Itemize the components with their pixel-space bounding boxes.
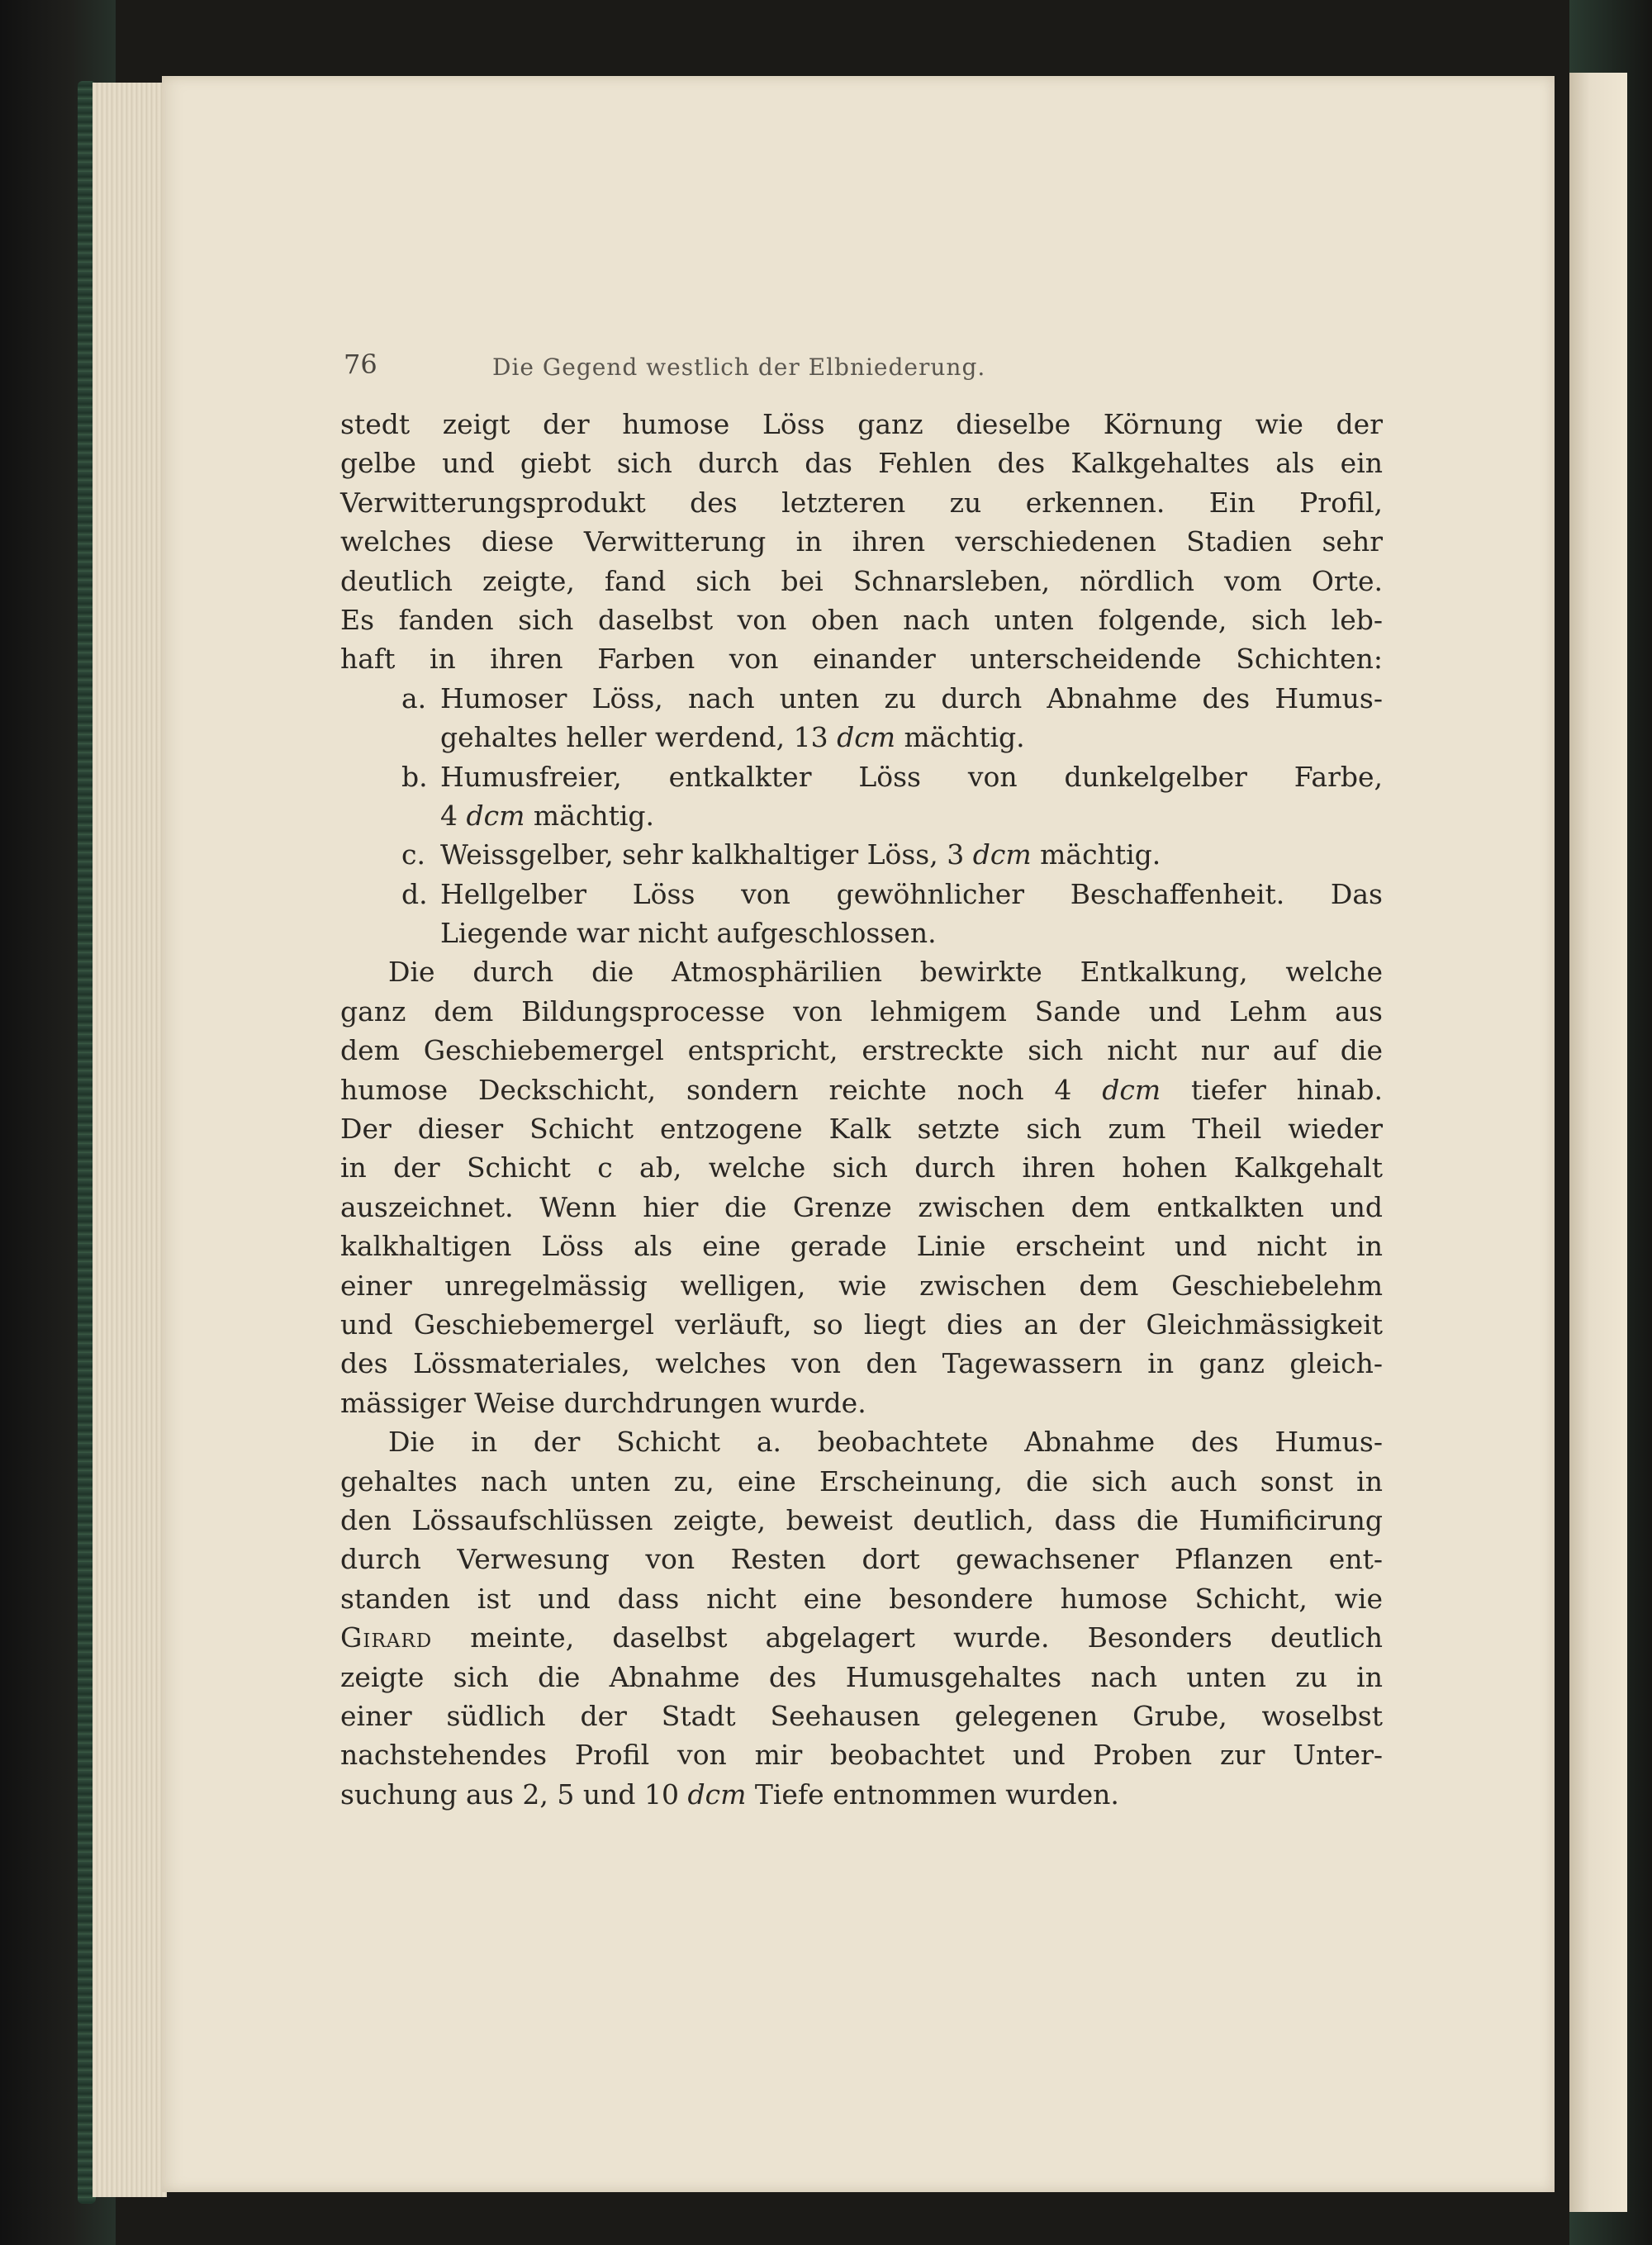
text-line: standen ist und dass nicht eine besondere humose Schicht, wie <box>340 1582 1383 1615</box>
text-segment: 4 <box>440 799 467 832</box>
list-label: c. <box>401 838 425 871</box>
text-line <box>340 1618 1383 1657</box>
paragraph-3 <box>340 1422 1383 1814</box>
text-line <box>440 796 1383 835</box>
text-line: zeigte sich die Abnahme des Humusgehaltes nach unten zu in <box>340 1660 1383 1693</box>
text-segment: humose Deckschicht, sondern reichte noch 4 <box>340 1073 1103 1106</box>
unit-dcm: dcm <box>466 799 525 832</box>
text-line: Hellgelber Löss von gewöhnlicher Beschaffenheit. Das <box>440 877 1383 910</box>
list-item-d <box>340 875 1383 953</box>
paragraph-2 <box>340 952 1383 1422</box>
text-line <box>340 1070 1383 1109</box>
list-item-b <box>340 757 1383 836</box>
page-header <box>344 332 1183 382</box>
unit-dcm: dcm <box>687 1777 747 1811</box>
text-line: des Lössmateriales, welches von den Tagewassern in ganz gleich- <box>340 1347 1383 1380</box>
unit-dcm: dcm <box>837 721 895 754</box>
text-segment: mächtig. <box>895 721 1025 754</box>
text-line: Humusfreier, entkalkter Löss von dunkelgelber Farbe, <box>440 760 1383 793</box>
text-line: Die durch die Atmosphärilien bewirkte Entkalkung, welche <box>388 956 1383 989</box>
list-label: b. <box>401 760 428 793</box>
layer-list <box>340 679 1383 953</box>
text-segment: meinte, daselbst abgelagert wurde. Besonders deutlich <box>432 1621 1383 1654</box>
list-label: d. <box>401 877 428 910</box>
text-segment: suchung aus 2, 5 und 10 <box>340 1777 688 1811</box>
text-line <box>340 1775 1383 1814</box>
text-line: den Lössaufschlüssen zeigte, beweist deutlich, dass die Humificirung <box>340 1503 1383 1536</box>
text-line: mässiger Weise durchdrungen wurde. <box>340 1386 866 1419</box>
text-line: dem Geschiebemergel entspricht, erstreckte sich nicht nur auf die <box>340 1034 1383 1067</box>
text-line: nachstehendes Profil von mir beobachtet und Proben zur Unter- <box>340 1739 1383 1772</box>
text-line: auszeichnet. Wenn hier die Grenze zwischen dem entkalkten und <box>340 1190 1383 1223</box>
text-segment: gehaltes heller werdend, 13 <box>440 721 838 754</box>
text-line: gehaltes nach unten zu, eine Erscheinung, die sich auch sonst in <box>340 1464 1383 1497</box>
unit-dcm: dcm <box>972 838 1032 871</box>
text-segment: mächtig. <box>525 799 655 832</box>
text-line: Liegende war nicht aufgeschlossen. <box>440 917 937 950</box>
list-label: a. <box>401 681 427 714</box>
text-line: Humoser Löss, nach unten zu durch Abnahme des Humus- <box>440 681 1383 714</box>
text-line: Es fanden sich daselbst von oben nach unten folgende, sich leb- <box>340 603 1383 636</box>
text-segment: mächtig. <box>1031 838 1161 871</box>
page-stack-edge <box>93 83 167 2197</box>
text-line: gelbe und giebt sich durch das Fehlen des Kalkgehaltes als ein <box>340 447 1383 480</box>
next-page-edge <box>1569 73 1627 2212</box>
running-title: Die Gegend westlich der Elbniederung. <box>492 354 986 381</box>
page-number: 76 <box>344 349 377 380</box>
text-line: durch Verwesung von Resten dort gewachsener Pflanzen ent- <box>340 1543 1383 1576</box>
text-line: kalkhaltigen Löss als eine gerade Linie erscheint und nicht in <box>340 1230 1383 1263</box>
text-line: Der dieser Schicht entzogene Kalk setzte sich zum Theil wieder <box>340 1113 1383 1146</box>
text-line: und Geschiebemergel verläuft, so liegt dies an der Gleichmässigkeit <box>340 1308 1383 1341</box>
body-text <box>340 405 1383 1814</box>
text-line: einer südlich der Stadt Seehausen gelegenen Grube, woselbst <box>340 1699 1383 1732</box>
text-line: in der Schicht c ab, welche sich durch ihren hohen Kalkgehalt <box>340 1151 1383 1184</box>
text-segment: tiefer hinab. <box>1161 1073 1383 1106</box>
text-line: deutlich zeigte, fand sich bei Schnarsleben, nördlich vom Orte. <box>340 564 1383 597</box>
list-item-a <box>340 679 1383 757</box>
text-segment: Weissgelber, sehr kalkhaltiger Löss, 3 <box>440 838 973 871</box>
text-line: haft in ihren Farben von einander unterscheidende Schichten: <box>340 643 1383 676</box>
paragraph-1 <box>340 405 1383 679</box>
text-line <box>440 718 1383 757</box>
text-line: Verwitterungsprodukt des letzteren zu erkennen. Ein Profil, <box>340 486 1383 519</box>
text-line: Die in der Schicht a. beobachtete Abnahme des Humus- <box>388 1426 1383 1459</box>
author-name: Girard <box>340 1621 433 1654</box>
text-line: ganz dem Bildungsprocesse von lehmigem Sande und Lehm aus <box>340 994 1383 1028</box>
text-line <box>440 835 1383 874</box>
list-item-c <box>340 835 1383 874</box>
text-line: welches diese Verwitterung in ihren verschiedenen Stadien sehr <box>340 525 1383 558</box>
text-line: stedt zeigt der humose Löss ganz dieselbe Körnung wie der <box>340 408 1383 440</box>
text-segment: Tiefe entnommen wurden. <box>746 1777 1119 1811</box>
unit-dcm: dcm <box>1102 1073 1161 1106</box>
text-line: einer unregelmässig welligen, wie zwischen dem Geschiebelehm <box>340 1269 1383 1302</box>
